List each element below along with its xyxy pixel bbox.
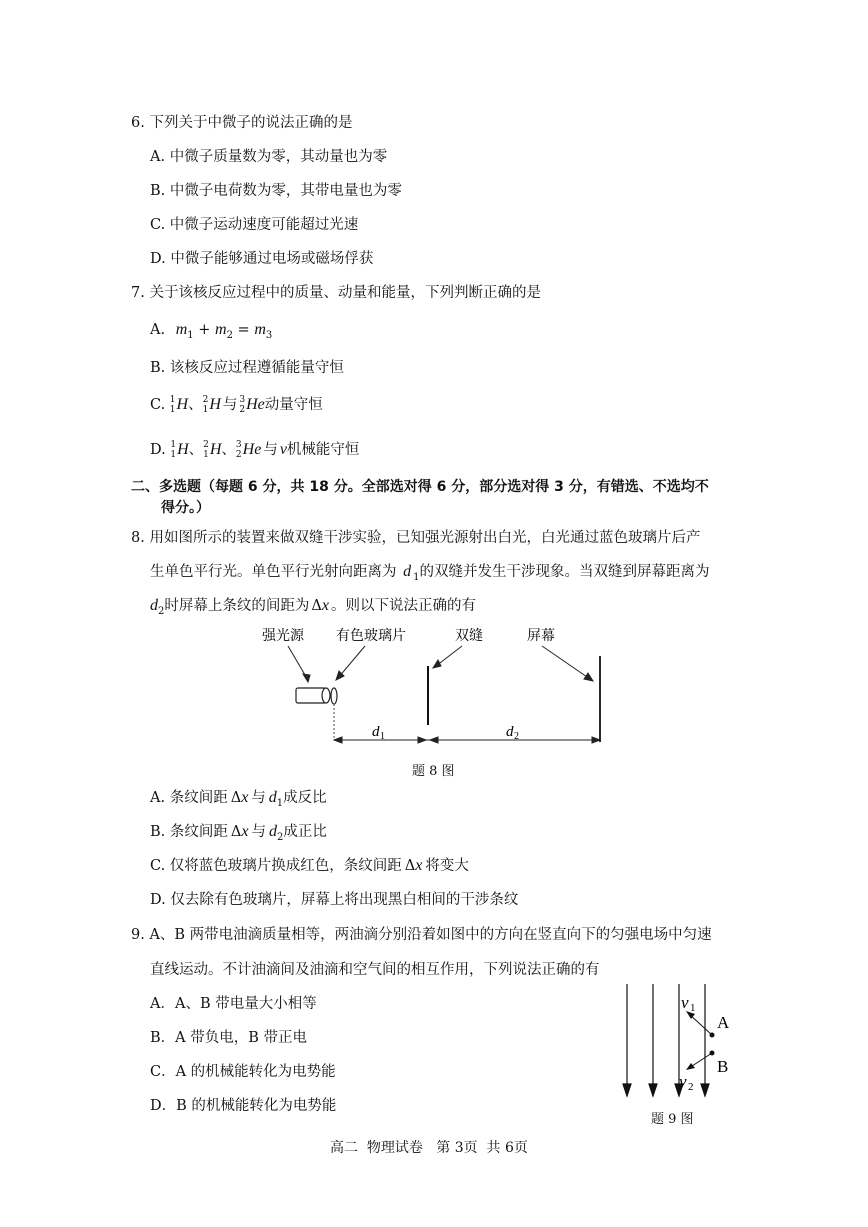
q8-option-c: C. 仅将蓝色玻璃片换成红色，条纹间距 Δx 将变大 <box>150 857 469 874</box>
field-lines <box>623 984 709 1096</box>
figure-9-caption: 题 9 图 <box>651 1112 694 1127</box>
label-v1: v <box>681 993 689 1012</box>
q8-stem-line3: $d_2$时屏幕上条纹的间距为 Δx 。则以下说法正确的有 <box>150 597 476 617</box>
colored-glass-lens <box>331 688 337 704</box>
q8-option-b: B. 条纹间距 Δx 与 $d_2$成正比 <box>150 823 327 843</box>
q9-option-b: B．A 带负电，B 带正电 <box>150 1030 307 1046</box>
q6-option-c: C. 中微子运动速度可能超过光速 <box>150 217 359 233</box>
figure-9-electric-field <box>615 980 745 1100</box>
label-d1: d <box>372 724 380 740</box>
q7-a-formula: $m_1 + m_2 = m_3$ <box>175 321 273 341</box>
light-source-cylinder <box>296 688 330 703</box>
q9-stem-line1: 9. A、B 两带电油滴质量相等，两油滴分别沿着如图中的方向在竖直向下的匀强电场中匀速 <box>131 927 712 943</box>
q7-option-b: B. 该核反应过程遵循能量守恒 <box>150 360 344 376</box>
figure-8-double-slit-apparatus <box>250 622 620 752</box>
q9-option-c: C．A 的机械能转化为电势能 <box>150 1064 336 1080</box>
label-v1-sub: 1 <box>690 1002 696 1014</box>
label-a: A <box>717 1013 730 1032</box>
label-d2-sub: 2 <box>514 731 519 742</box>
q6-option-b: B. 中微子电荷数为零，其带电量也为零 <box>150 183 402 199</box>
q8-option-a: A. 条纹间距 Δx 与 $d_1$成反比 <box>150 789 327 809</box>
label-d2: d <box>506 724 514 740</box>
page-footer: 高二 物理试卷 第 3页 共 6页 <box>330 1140 528 1156</box>
section-heading-line1: 二、多选题（每题 6 分，共 18 分。全部选对得 6 分，部分选对得 3 分，有错选、不选均不 <box>131 479 709 495</box>
label-v2-sub: 2 <box>688 1081 694 1093</box>
q8-option-d: D. 仅去除有色玻璃片，屏幕上将出现黑白相间的干涉条纹 <box>150 892 519 908</box>
q9-option-d: D．B 的机械能转化为电势能 <box>150 1098 337 1114</box>
label-b: B <box>717 1057 729 1076</box>
q6-option-d: D. 中微子能够通过电场或磁场俘获 <box>150 251 374 267</box>
label-light-source: 强光源 <box>262 629 304 644</box>
label-v2: v <box>679 1072 687 1091</box>
label-d1-sub: 1 <box>380 731 385 742</box>
pointer-arrows <box>288 646 593 682</box>
q9-option-a: A．A、B 带电量大小相等 <box>150 996 317 1012</box>
label-double-slit: 双缝 <box>455 629 483 644</box>
section-heading-line2: 得分。） <box>161 500 210 516</box>
figure-8-caption: 题 8 图 <box>412 764 455 779</box>
q7-stem: 7. 关于该核反应过程中的质量、动量和能量，下列判断正确的是 <box>131 285 541 301</box>
label-colored-glass: 有色玻璃片 <box>336 629 406 644</box>
q8-stem-line1: 8. 用如图所示的装置来做双缝干涉实验，已知强光源射出白光，白光通过蓝色玻璃片后产 <box>131 530 701 546</box>
q6-option-a: A. 中微子质量数为零，其动量也为零 <box>150 149 388 165</box>
q8-stem-line2: 生单色平行光。单色平行光射向距离为 d $_1$的双缝并发生干涉现象。当双缝到屏幕距离为 <box>150 563 710 583</box>
q7-option-d: D. 1 1 H、 2 1 H、 3 2 He 与 v机械能守恒 <box>150 440 360 460</box>
q7-option-c: C. 1 1 H、 2 1 H 与 3 2 He动量守恒 <box>150 395 323 415</box>
q7-option-a: A. $m_1 + m_2 = m_3$ <box>150 321 273 341</box>
label-screen: 屏幕 <box>527 629 555 644</box>
q9-stem-line2: 直线运动。不计油滴间及油滴和空气间的相互作用，下列说法正确的有 <box>150 962 600 978</box>
q6-stem: 6. 下列关于中微子的说法正确的是 <box>131 115 353 131</box>
